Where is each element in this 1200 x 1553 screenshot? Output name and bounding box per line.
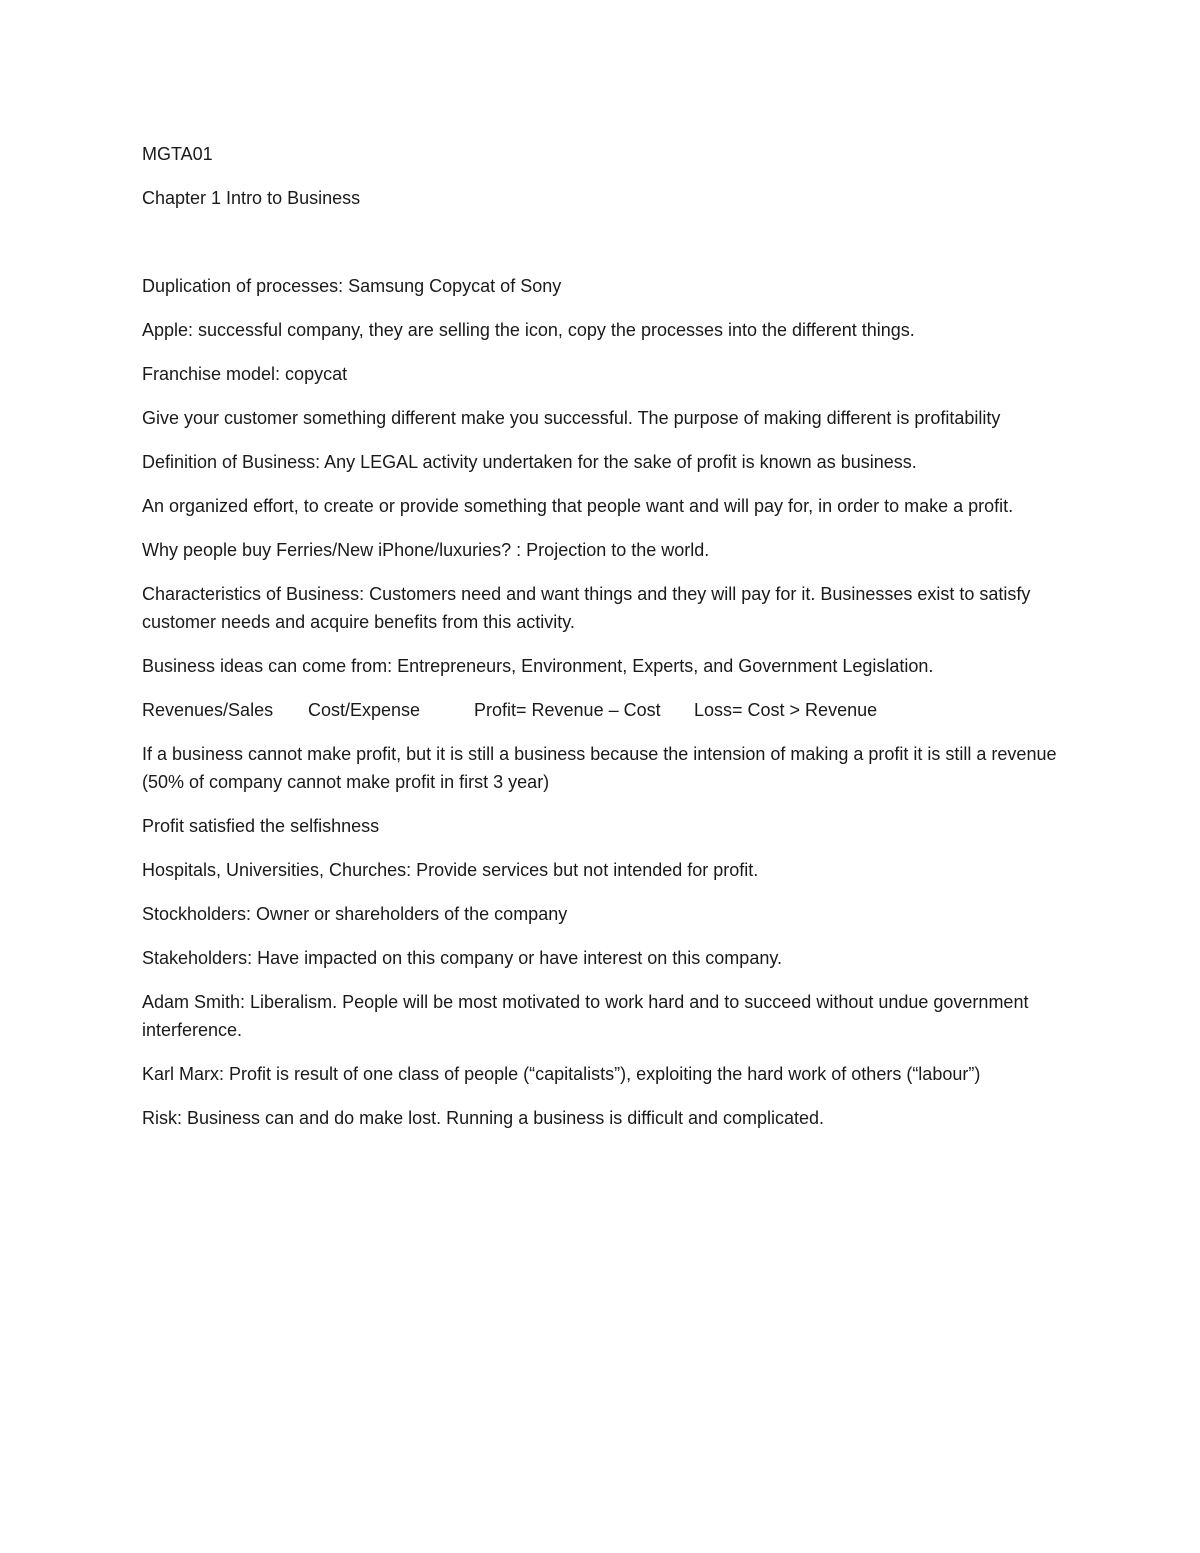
paragraph: Definition of Business: Any LEGAL activity undertaken for the sake of profit is known as business. bbox=[142, 452, 917, 472]
document-body bbox=[142, 140, 1067, 1148]
paragraph: Why people buy Ferries/New iPhone/luxuries? : Projection to the world. bbox=[142, 540, 710, 560]
paragraph: Stockholders: Owner or shareholders of the company bbox=[142, 904, 568, 924]
paragraph: Profit satisfied the selfishness bbox=[142, 816, 380, 836]
paragraph: An organized effort, to create or provide something that people want and will pay for, in order to make a profit. bbox=[142, 496, 1014, 516]
paragraph: If a business cannot make profit, but it is still a business because the intension of making a profit it is still a revenue (50% of company cannot make profit in first 3 year) bbox=[142, 744, 1057, 792]
loss-formula: Loss= Cost > Revenue bbox=[694, 700, 878, 720]
paragraph: Hospitals, Universities, Churches: Provide services but not intended for profit. bbox=[142, 860, 759, 880]
paragraph: Franchise model: copycat bbox=[142, 364, 348, 384]
course-code: MGTA01 bbox=[142, 144, 213, 164]
paragraph: Karl Marx: Profit is result of one class of people (“capitalists”), exploiting the hard work of others (“labour”) bbox=[142, 1064, 981, 1084]
paragraph: Duplication of processes: Samsung Copycat of Sony bbox=[142, 276, 562, 296]
chapter-title: Chapter 1 Intro to Business bbox=[142, 188, 361, 208]
paragraph: Risk: Business can and do make lost. Running a business is difficult and complicated. bbox=[142, 1108, 825, 1128]
profit-formula: Profit= Revenue – Cost bbox=[474, 700, 661, 720]
paragraph: Stakeholders: Have impacted on this company or have interest on this company. bbox=[142, 948, 783, 968]
revenues-label: Revenues/Sales bbox=[142, 700, 274, 720]
paragraph: Adam Smith: Liberalism. People will be most motivated to work hard and to succeed without undue government interference. bbox=[142, 992, 1029, 1040]
paragraph: Business ideas can come from: Entrepreneurs, Environment, Experts, and Government Legislation. bbox=[142, 656, 934, 676]
paragraph: Apple: successful company, they are selling the icon, copy the processes into the different things. bbox=[142, 320, 915, 340]
paragraph: Characteristics of Business: Customers need and want things and they will pay for it. Businesses exist to satisfy customer needs and acquire benefits from this activity. bbox=[142, 584, 1031, 632]
paragraph: Give your customer something different make you successful. The purpose of making different is profitability bbox=[142, 408, 1001, 428]
cost-label: Cost/Expense bbox=[308, 700, 421, 720]
profit-formula-row bbox=[142, 696, 1067, 724]
